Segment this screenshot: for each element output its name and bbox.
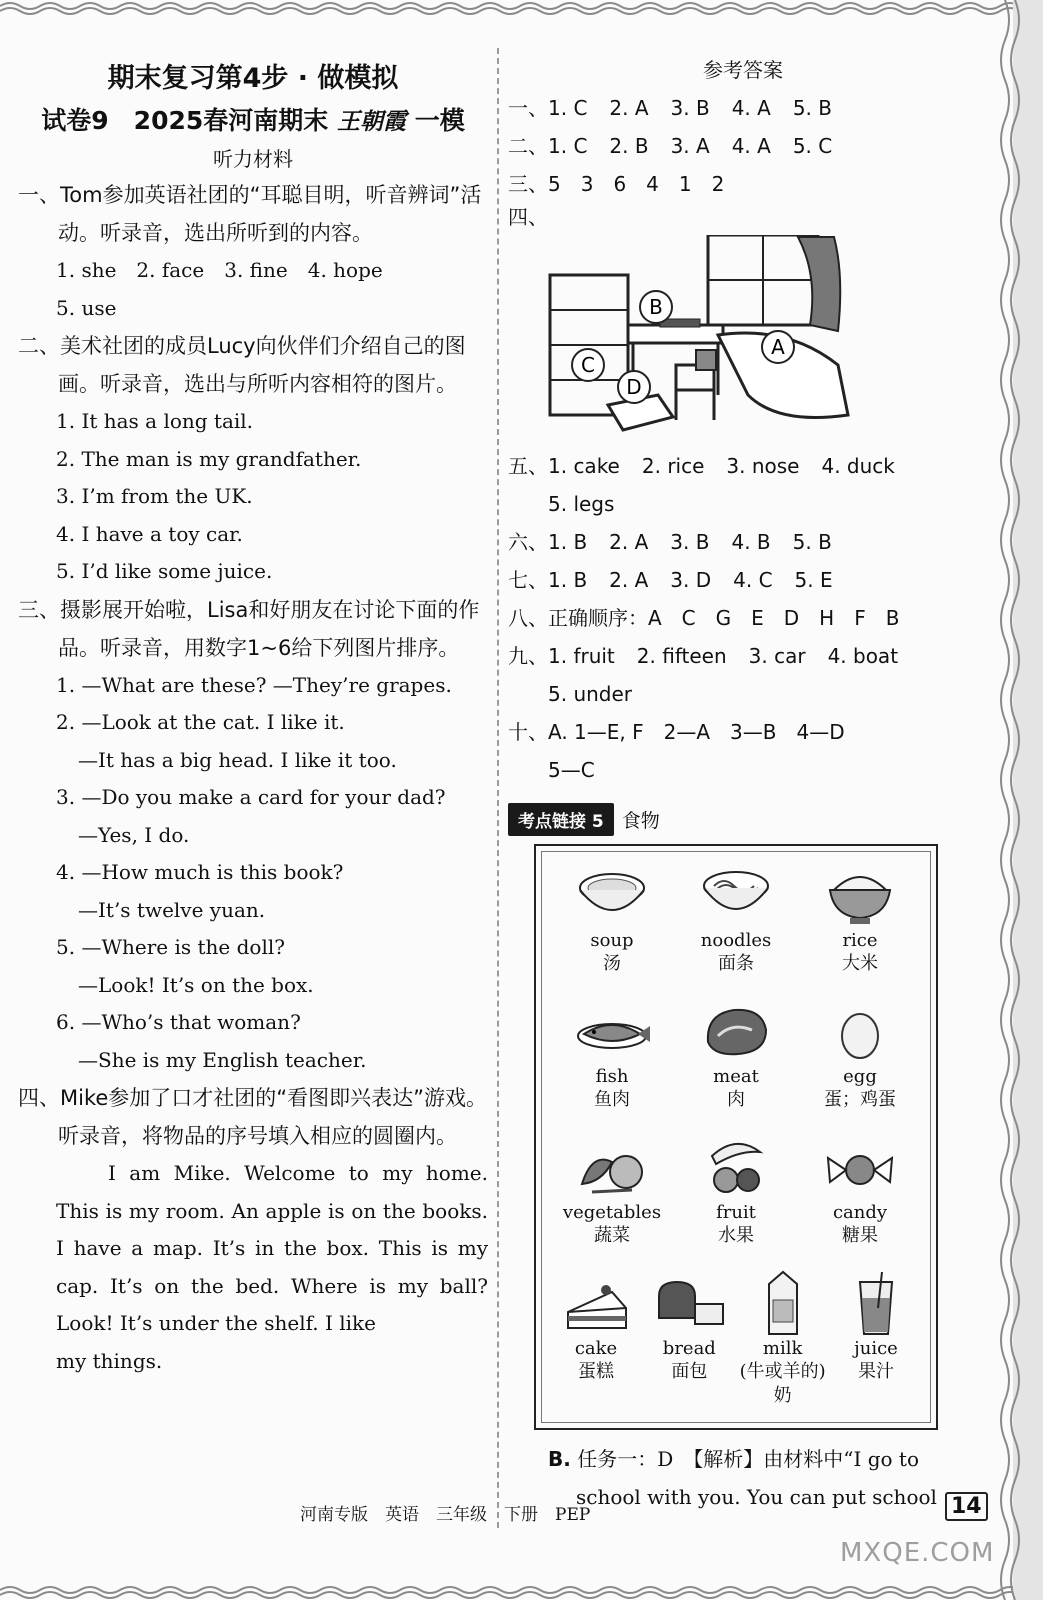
answer-item: 2. rice [641, 454, 705, 478]
svg-text:C: C [581, 353, 595, 377]
answer-item: 2. A [609, 96, 649, 120]
circle-label-c [572, 349, 604, 381]
egg-icon [820, 996, 900, 1066]
q3-line: 4. —How much is this book? [56, 860, 344, 884]
answer-item: 1. B [548, 530, 588, 554]
answer-item: 4. boat [827, 644, 899, 668]
q3-line: 1. —What are these? —They’re grapes. [56, 672, 452, 697]
answer-row-8: 八、正确顺序：A C G E D H F B [508, 606, 900, 630]
circle-label-b [640, 291, 672, 323]
q1-line: 1. she 2. face 3. fine 4. hope [56, 258, 383, 282]
food-item [830, 1268, 922, 1408]
food-row-4 [550, 1268, 922, 1408]
q3-line: —Look! It’s on the box. [78, 972, 314, 997]
food-en: cake [574, 1338, 618, 1359]
answer-row-5 [508, 447, 978, 485]
q3-line: 2. —Look at the cat. I like it. [56, 710, 345, 734]
question-1-prompt: 一、Tom参加英语社团的“耳聪目明，听音辨词”活动。听录音，选出所听到的内容。 [18, 183, 482, 245]
task-b-line-1 [548, 1440, 978, 1478]
answer-item: 3. car [748, 644, 806, 668]
q3-line: 3. —Do you make a card for your dad? [56, 785, 446, 809]
food-item [550, 996, 674, 1132]
answer-item: 2. B [609, 134, 649, 158]
vegetables-icon [572, 1132, 652, 1202]
answer-item: 4. B [731, 530, 771, 554]
svg-text:B: B [649, 295, 663, 319]
answer-label: 五、 [508, 454, 548, 478]
exam-name: 试卷9 2025春河南期末 [41, 106, 329, 135]
food-item [674, 996, 798, 1132]
q3-line: 5. —Where is the doll? [56, 935, 285, 959]
food-zh: 蛋；鸡蛋 [824, 1089, 896, 1110]
fish-icon [572, 996, 652, 1066]
top-wavy-border [0, 0, 1043, 16]
answer-item: 4. duck [821, 454, 895, 478]
food-zh: 蔬菜 [594, 1225, 630, 1246]
food-item [550, 1132, 674, 1268]
answer-item: 4. A [731, 96, 771, 120]
answer-row-9 [508, 637, 978, 675]
answer-row-7 [508, 561, 978, 599]
food-zh: (牛或羊的)奶 [739, 1361, 826, 1406]
answer-key-column [508, 50, 978, 1516]
food-item [737, 1268, 829, 1408]
question-4-prompt: 四、Mike参加了口才社团的“看图即兴表达”游戏。听录音，将物品的序号填入相应的圆圈内。 [18, 1086, 488, 1148]
food-item [798, 860, 922, 996]
answer-item: 1. C [548, 134, 588, 158]
answer-item: 2. fifteen [636, 644, 727, 668]
answer-row-10: 十、A. 1—E, F 2—A 3—B 4—D [508, 720, 845, 744]
food-zh: 水果 [718, 1225, 754, 1246]
answer-label: 二、 [508, 134, 548, 158]
fruit-icon [696, 1132, 776, 1202]
page-footer: 河南专版 英语 三年级 下册 PEP [300, 1505, 591, 1525]
food-item [798, 1132, 922, 1268]
food-en: rice [842, 930, 878, 951]
food-zh: 鱼肉 [594, 1089, 630, 1110]
answer-item: 1. cake [548, 454, 620, 478]
soup-bowl-icon [572, 860, 652, 930]
q2-line: 4. I have a toy car. [56, 521, 243, 546]
watermark: MXQE.COM [840, 1538, 995, 1568]
rice-bowl-icon [820, 860, 900, 930]
q3-line: —It’s twelve yuan. [78, 897, 266, 922]
answer-item: 3. A [670, 134, 710, 158]
listening-material-column [18, 50, 488, 1380]
section-subtitle: 听力材料 [213, 147, 293, 171]
answer-item: 3. nose [726, 454, 800, 478]
q1-line: 5. use [56, 295, 117, 320]
food-en: juice [854, 1338, 898, 1359]
task-b-text: 任务一：D 【解析】由材料中“I go to [570, 1447, 919, 1471]
food-zh: 糖果 [842, 1225, 878, 1246]
q4-passage-last: my things. [56, 1348, 163, 1373]
question-2-prompt: 二、美术社团的成员Lucy向伙伴们介绍自己的图画。听录音，选出与所听内容相符的图片。 [18, 334, 466, 396]
answer-row-4-label: 四、 [508, 205, 548, 229]
food-vocabulary-box [534, 844, 938, 1430]
answer-item: 1. fruit [548, 644, 615, 668]
exam-title [18, 101, 488, 137]
food-item [550, 860, 674, 996]
q4-passage [56, 1155, 488, 1380]
food-item [643, 1268, 735, 1408]
food-zh: 蛋糕 [578, 1361, 614, 1382]
food-item [674, 1132, 798, 1268]
column-divider [497, 48, 499, 1528]
food-en: fish [595, 1066, 629, 1087]
q3-line: 6. —Who’s that woman? [56, 1010, 301, 1034]
food-zh: 汤 [603, 953, 621, 974]
answer-item: 2. A [609, 568, 649, 592]
answer-item: 3. B [670, 96, 710, 120]
q4-passage-text: I am Mike. Welcome to my home. This is my room. An apple is on the books. I have a map. It’s in the box. This is my cap. It’s on the bed. Where is my ball? Look! It’s under the shelf. I like [56, 1161, 488, 1335]
page-title: 期末复习第4步 · 做模拟 [107, 63, 399, 94]
circle-label-a [762, 331, 794, 363]
milk-carton-icon [743, 1268, 823, 1338]
task-b-label: B. [548, 1447, 571, 1471]
food-zh: 肉 [727, 1089, 745, 1110]
food-zh: 面条 [718, 953, 754, 974]
q3-line: —Yes, I do. [78, 822, 190, 847]
answer-row-10-cont: 5—C [548, 758, 595, 782]
answer-item: 4. C [733, 568, 773, 592]
page-number: 14 [945, 1492, 988, 1521]
task-b-line-2: school with you. You can put school [576, 1485, 937, 1509]
answer-row-3: 三、5 3 6 4 1 2 [508, 172, 725, 196]
answer-item: 5. B [792, 530, 832, 554]
answer-item: 5. C [792, 134, 833, 158]
knowledge-link-topic: 食物 [621, 810, 660, 832]
svg-text:D: D [626, 375, 642, 399]
candy-icon [820, 1132, 900, 1202]
exam-suffix: 一模 [414, 106, 465, 135]
q2-line: 2. The man is my grandfather. [56, 446, 362, 471]
food-en: meat [713, 1066, 759, 1087]
answer-label: 六、 [508, 530, 548, 554]
food-en: vegetables [562, 1202, 662, 1223]
brand-signature: 王朝霞 [336, 108, 406, 135]
food-en: noodles [700, 930, 772, 951]
juice-glass-icon [836, 1268, 916, 1338]
answer-item: 3. B [670, 530, 710, 554]
food-en: egg [843, 1066, 877, 1087]
answer-item: 5. E [794, 568, 833, 592]
answer-item: 1. C [548, 96, 588, 120]
q3-line: —It has a big head. I like it too. [78, 747, 397, 772]
q2-line: 3. I’m from the UK. [56, 484, 253, 508]
circle-label-d [618, 371, 650, 403]
food-zh: 面包 [671, 1361, 708, 1382]
food-en: soup [590, 930, 634, 951]
answer-label: 一、 [508, 96, 548, 120]
answer-item: 3. D [670, 568, 712, 592]
answer-row-6 [508, 523, 978, 561]
answer-label: 七、 [508, 568, 548, 592]
answer-row-5-cont: 5. legs [548, 492, 615, 516]
answer-label: 九、 [508, 644, 548, 668]
food-en: milk [762, 1338, 803, 1359]
knowledge-link-header [508, 803, 978, 836]
food-en: bread [662, 1338, 716, 1359]
q3-line: —She is my English teacher. [78, 1047, 367, 1072]
food-zh: 果汁 [857, 1361, 894, 1382]
food-item [798, 996, 922, 1132]
meat-icon [696, 996, 776, 1066]
answer-item: 5. B [792, 96, 832, 120]
svg-text:A: A [771, 335, 785, 359]
answers-title: 参考答案 [703, 58, 783, 82]
food-en: fruit [716, 1202, 756, 1223]
q2-line: 5. I’d like some juice. [56, 559, 273, 583]
noodles-bowl-icon [696, 860, 776, 930]
food-zh: 大米 [842, 953, 878, 974]
answer-row-1 [508, 89, 978, 127]
question-3-prompt: 三、摄影展开始啦，Lisa和好朋友在讨论下面的作品。听录音，用数字1~6给下列图片排序。 [18, 597, 480, 660]
answer-item: 4. A [731, 134, 771, 158]
knowledge-link-tag: 考点链接 5 [508, 803, 614, 836]
room-scene-illustration [548, 235, 858, 435]
food-en: candy [832, 1202, 888, 1223]
answer-row-9-cont: 5. under [548, 682, 633, 706]
bottom-wavy-border [0, 1584, 1043, 1600]
food-item [674, 860, 798, 996]
cake-icon [556, 1268, 636, 1338]
food-item [550, 1268, 642, 1408]
q2-line: 1. It has a long tail. [56, 409, 254, 433]
answer-item: 1. B [548, 568, 588, 592]
answer-row-2 [508, 127, 978, 165]
answer-item: 2. A [609, 530, 649, 554]
bread-icon [649, 1268, 729, 1338]
right-wavy-border [983, 0, 1043, 1600]
